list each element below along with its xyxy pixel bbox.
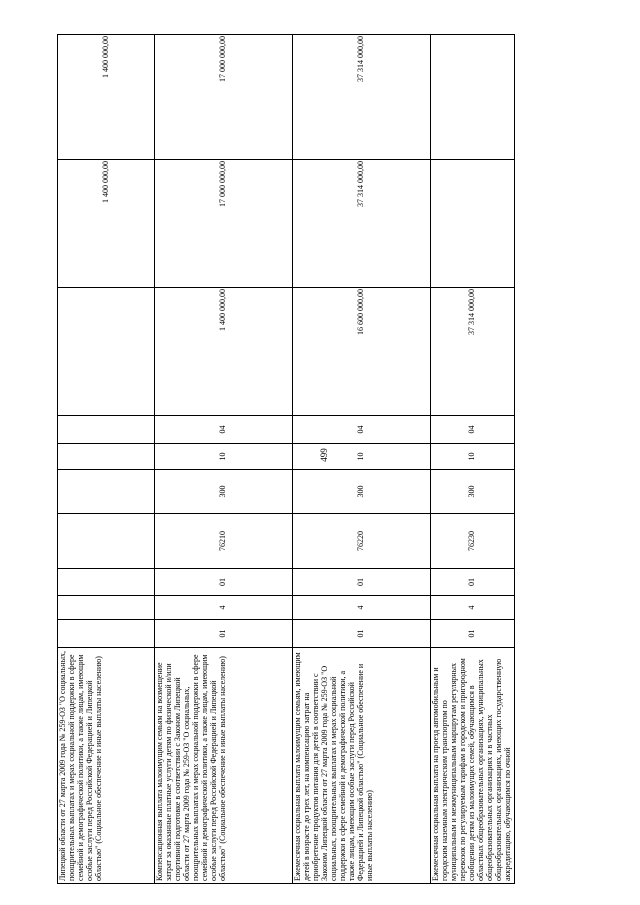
code-program: 01 bbox=[155, 620, 293, 648]
code-direction bbox=[58, 514, 155, 569]
amount-year-3: 1 400 000,00 bbox=[58, 35, 155, 160]
amount-year-3: 17 000 000,00 bbox=[155, 35, 293, 160]
code-direction: 76220 bbox=[293, 514, 431, 569]
code-direction: 76210 bbox=[155, 514, 293, 569]
amount-year-1 bbox=[58, 288, 155, 416]
code-direction: 76230 bbox=[431, 514, 515, 569]
table-row bbox=[155, 35, 293, 884]
code-section: 10 bbox=[293, 444, 431, 470]
code-expense-type: 300 bbox=[431, 470, 515, 514]
row-description: Ежемесячная социальная выплата малоимущим семьям, имеющим детей в возрасте до трех лет, на компенсацию затрат на приобретение продуктов питания для детей в соответствии с Законом Липецкой области от 27 марта 2009 года № 259-ОЗ "О социальных, поощрительных выплатах и мерах социальной поддержки в сфере семейной и демографической политики, а также лицам, имеющим особые заслуги перед Российской Федерацией и Липецкой областью" (Социальное обеспечение и иные выплаты населению) bbox=[293, 648, 431, 884]
table-row bbox=[293, 35, 431, 884]
code-expense-type: 300 bbox=[155, 470, 293, 514]
code-section: 10 bbox=[431, 444, 515, 470]
amount-year-3: 37 314 000,00 bbox=[293, 35, 431, 160]
code-program: 01 bbox=[293, 620, 431, 648]
amount-year-2: 1 400 000,00 bbox=[58, 160, 155, 288]
budget-table bbox=[57, 34, 515, 884]
code-section: 10 bbox=[155, 444, 293, 470]
code-program: 01 bbox=[431, 620, 515, 648]
table-row bbox=[58, 35, 155, 884]
amount-year-3 bbox=[431, 35, 515, 160]
code-event: 01 bbox=[155, 569, 293, 596]
code-expense-type: 300 bbox=[293, 470, 431, 514]
code-subsection bbox=[58, 416, 155, 444]
row-description: Липецкой области от 27 марта 2009 года № 259-ОЗ "О социальных, поощрительных выплатах и мерах социальной поддержки в сфере семейной и демографической политики, а также лицам, имеющим особые заслуги перед Российской Федерацией и Липецкой областью" (Социальное обеспечение и иные выплаты населению) bbox=[58, 648, 155, 884]
code-subprogram: 4 bbox=[293, 596, 431, 620]
code-subprogram bbox=[58, 596, 155, 620]
row-description: Ежемесячная социальная выплата на проезд автомобильным и городским наземным электрическим транспортом по муниципальным и межмуниципальным маршрутам регулярных перевозок по регулируемым тарифам в городском и пригородном сообщении детям из малоимущих семей, обучающимся в областных общеобразовательных организациях, муниципальных общеобразовательных организациях и в частных общеобразовательных организациях, имеющих государственную аккредитацию, обучающимся по очной bbox=[431, 648, 515, 884]
code-program bbox=[58, 620, 155, 648]
amount-year-2: 37 314 000,00 bbox=[293, 160, 431, 288]
page-number: 499 bbox=[319, 448, 329, 462]
code-event: 01 bbox=[431, 569, 515, 596]
amount-year-1: 1 400 000,00 bbox=[155, 288, 293, 416]
amount-year-1: 37 314 000,00 bbox=[431, 288, 515, 416]
row-description: Компенсационная выплата малоимущим семьям на возмещение затрат за оказанные платные услуги детям по физической и/или спортивной подготовке в соответствии с Законом Липецкой области от 27 марта 2009 года № 259-ОЗ "О социальных, поощрительных выплатах и мерах социальной поддержки в сфере семейной и демографической политики, а также лицам, имеющим особые заслуги перед Российской Федерацией и Липецкой областью" (Социальное обеспечение и иные выплаты населению) bbox=[155, 648, 293, 884]
code-event: 01 bbox=[293, 569, 431, 596]
code-expense-type bbox=[58, 470, 155, 514]
code-subsection: 04 bbox=[293, 416, 431, 444]
table-row bbox=[431, 35, 515, 884]
code-event bbox=[58, 569, 155, 596]
code-section bbox=[58, 444, 155, 470]
code-subsection: 04 bbox=[431, 416, 515, 444]
amount-year-2: 17 000 000,00 bbox=[155, 160, 293, 288]
code-subprogram: 4 bbox=[431, 596, 515, 620]
amount-year-1: 16 600 000,00 bbox=[293, 288, 431, 416]
code-subprogram: 4 bbox=[155, 596, 293, 620]
code-subsection: 04 bbox=[155, 416, 293, 444]
budget-table-rotated bbox=[57, 35, 512, 884]
amount-year-2 bbox=[431, 160, 515, 288]
